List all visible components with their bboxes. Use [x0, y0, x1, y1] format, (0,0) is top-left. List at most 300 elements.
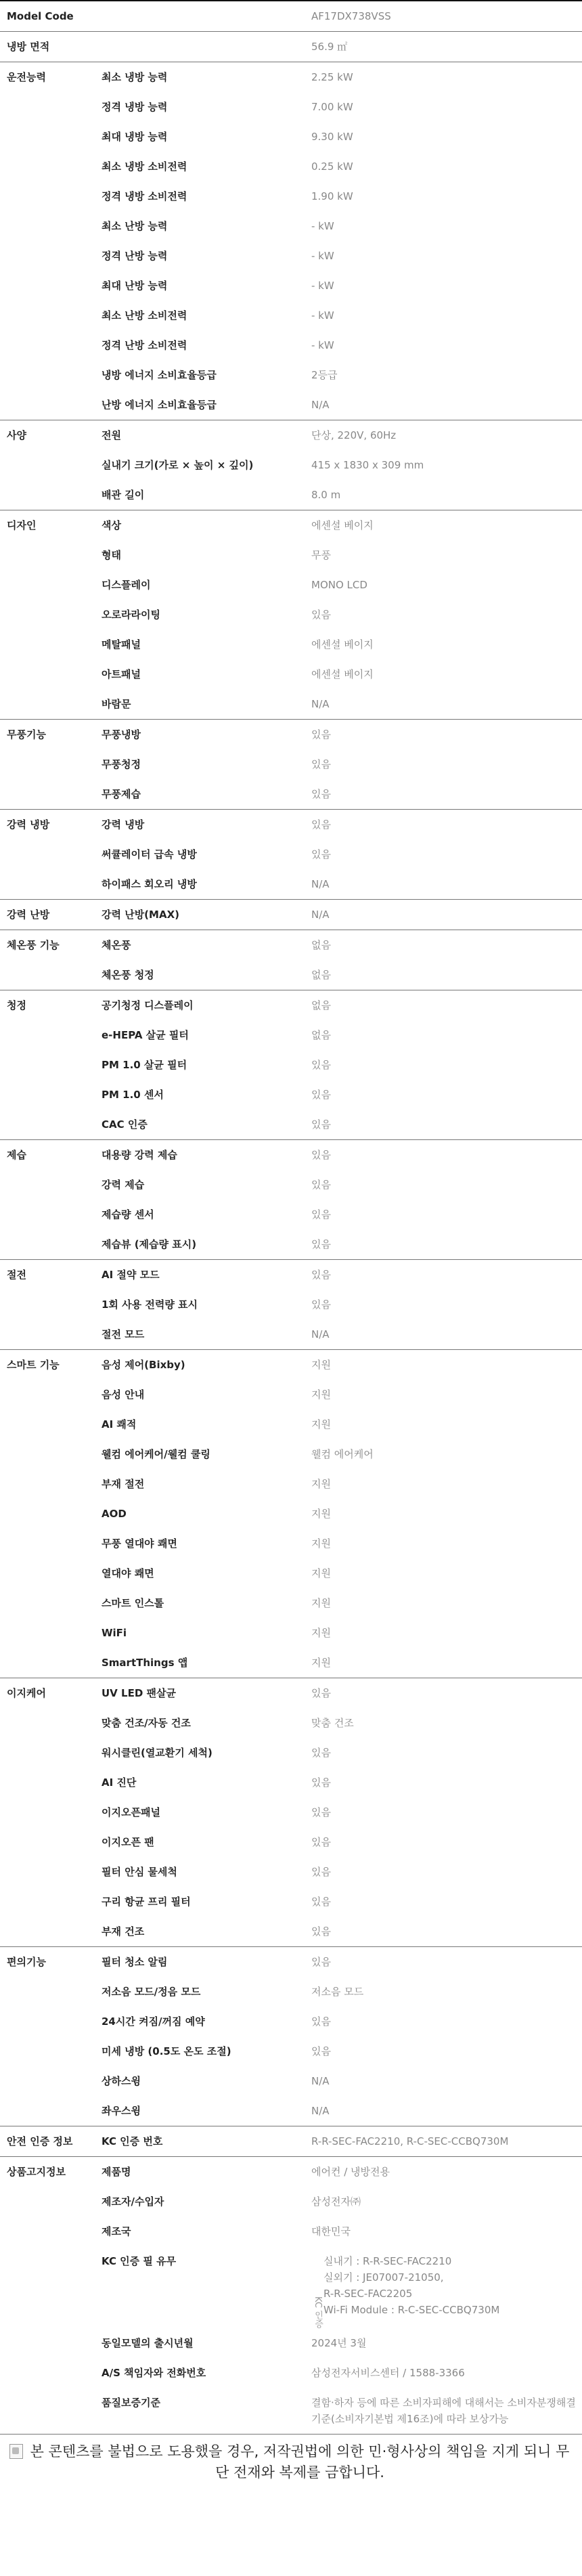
spec-category: [0, 1439, 95, 1469]
spec-value: AF17DX738VSS: [305, 1, 582, 32]
spec-label: SmartThings 앱: [102, 1657, 188, 1669]
spec-value: N/A: [311, 2105, 330, 2117]
spec-label: AOD: [102, 1508, 127, 1520]
kc-cert-line: R-R-SEC-FAC2205: [323, 2288, 413, 2300]
spec-row: [0, 2246, 582, 2328]
spec-value: N/A: [311, 399, 330, 411]
spec-row: [0, 2187, 582, 2217]
spec-category: [0, 1229, 95, 1260]
spec-row: [0, 1140, 582, 1171]
spec-label: 체온풍: [95, 930, 305, 961]
spec-row: [0, 62, 582, 93]
spec-category: 이지케어: [0, 1678, 95, 1709]
spec-row: [0, 1080, 582, 1110]
spec-row: [0, 689, 582, 720]
spec-value: 7.00 kW: [311, 101, 353, 113]
spec-value: 에센셜 베이지: [311, 668, 374, 680]
spec-row: [0, 1110, 582, 1140]
spec-category: [0, 2358, 95, 2388]
broken-image-icon: [9, 2444, 23, 2459]
spec-category: [0, 450, 95, 480]
spec-value: 지원: [311, 1567, 331, 1579]
spec-row: [0, 1618, 582, 1648]
spec-value: 1.90 kW: [311, 190, 353, 202]
spec-label: 난방 에너지 소비효율등급: [102, 399, 217, 411]
spec-category: [0, 1917, 95, 1947]
spec-label: CAC 인증: [102, 1118, 148, 1131]
spec-category: [0, 630, 95, 659]
spec-row: [0, 2388, 582, 2435]
spec-category: 냉방 면적: [0, 32, 95, 62]
spec-label: 최소 난방 소비전력: [102, 309, 187, 322]
spec-value: 지원: [311, 1389, 331, 1401]
spec-category: [0, 2036, 95, 2066]
spec-label: 대용량 강력 제습: [95, 1140, 305, 1171]
spec-row: [0, 1260, 582, 1290]
spec-value: 있음: [311, 1089, 331, 1101]
spec-category: [0, 1588, 95, 1618]
spec-category: [0, 2066, 95, 2096]
spec-category: [0, 2246, 95, 2328]
spec-value: 지원: [311, 1418, 331, 1431]
spec-category: [0, 1110, 95, 1140]
spec-row: [0, 600, 582, 630]
kc-mark-label: KC 인증: [313, 2296, 323, 2329]
spec-category: [0, 1887, 95, 1917]
spec-category: [0, 241, 95, 271]
spec-label: 최대 냉방 능력: [102, 131, 168, 143]
spec-label: 무풍냉방: [95, 720, 305, 750]
spec-value: 저소음 모드: [311, 1986, 364, 1998]
spec-row: [0, 1827, 582, 1857]
spec-row: [0, 1439, 582, 1469]
kc-cert-line: 실외기 : JE07007-21050,: [323, 2271, 444, 2284]
spec-label: 써큘레이터 급속 냉방: [102, 848, 197, 860]
copyright-notice-text: 본 콘텐츠를 불법으로 도용했을 경우, 저작권법에 의한 민·형사상의 책임을 지게 되니 무단 전재와 복제를 금합니다.: [30, 2443, 570, 2481]
spec-value: 삼성전자서비스센터 / 1588-3366: [311, 2367, 465, 2380]
spec-label: KC 인증 필 유무: [102, 2255, 177, 2267]
spec-row: [0, 1410, 582, 1439]
spec-label: 색상: [95, 510, 305, 541]
spec-category: 스마트 기능: [0, 1350, 95, 1380]
spec-row: [0, 2007, 582, 2036]
spec-category: [0, 92, 95, 122]
spec-category: [0, 869, 95, 900]
spec-label: 열대야 쾌면: [102, 1567, 154, 1579]
spec-label: 품질보증기준: [95, 2388, 305, 2435]
spec-value: N/A: [311, 2075, 330, 2087]
spec-row: [0, 1678, 582, 1709]
spec-row: [0, 990, 582, 1021]
spec-label: 무풍 열대야 쾌면: [102, 1537, 177, 1550]
spec-value: MONO LCD: [311, 579, 367, 591]
spec-category: [0, 122, 95, 152]
spec-row: [0, 1290, 582, 1319]
spec-category: [0, 330, 95, 360]
spec-row: [0, 1350, 582, 1380]
spec-category: [0, 152, 95, 181]
spec-row: [0, 630, 582, 659]
spec-value: 맞춤 건조: [311, 1717, 354, 1729]
spec-value: 있음: [311, 788, 331, 800]
spec-value: N/A: [311, 1328, 330, 1340]
spec-value: [305, 2246, 582, 2328]
spec-value: 없음: [311, 1029, 331, 1041]
spec-row: [0, 330, 582, 360]
spec-row: [0, 92, 582, 122]
spec-label: 정격 난방 능력: [102, 250, 168, 262]
spec-value: 지원: [311, 1627, 331, 1639]
spec-row: [0, 720, 582, 750]
spec-label: 필터 안심 물세척: [102, 1866, 177, 1878]
spec-row: [0, 1229, 582, 1260]
spec-category: [0, 2007, 95, 2036]
spec-row: [0, 2217, 582, 2246]
spec-category: 체온풍 기능: [0, 930, 95, 961]
spec-row: [0, 480, 582, 510]
spec-category: 무풍기능: [0, 720, 95, 750]
spec-label: [95, 32, 305, 62]
spec-category: [0, 2096, 95, 2126]
spec-category: [0, 960, 95, 990]
spec-value: 대한민국: [311, 2225, 351, 2237]
spec-value: - kW: [311, 220, 334, 232]
spec-category: [0, 1020, 95, 1050]
spec-row: [0, 930, 582, 961]
spec-row: [0, 301, 582, 330]
spec-value: - kW: [311, 280, 334, 292]
spec-value: 단상, 220V, 60Hz: [305, 420, 582, 451]
spec-value: 없음: [311, 969, 331, 981]
spec-row: [0, 1797, 582, 1827]
spec-row: [0, 869, 582, 900]
spec-row: [0, 1499, 582, 1529]
spec-category: 강력 난방: [0, 900, 95, 930]
spec-category: [0, 1708, 95, 1738]
spec-label: 최소 난방 능력: [102, 220, 168, 232]
spec-label: 구리 항균 프리 필터: [102, 1896, 191, 1908]
spec-row: [0, 1380, 582, 1410]
spec-label: 하이패스 회오리 냉방: [102, 878, 197, 890]
spec-label: [95, 1, 305, 32]
spec-label: 최소 냉방 소비전력: [102, 160, 187, 173]
spec-value: N/A: [311, 698, 330, 710]
spec-label: 스마트 인스톨: [102, 1597, 164, 1609]
spec-value: 결함·하자 등에 따른 소비자피해에 대해서는 소비자분쟁해결기준(소비자기본법 제16조)에 따라 보상가능: [305, 2388, 582, 2435]
spec-value: 없음: [305, 930, 582, 961]
spec-category: [0, 1469, 95, 1499]
spec-row: [0, 420, 582, 451]
spec-row: [0, 1857, 582, 1887]
spec-value: 2.25 kW: [305, 62, 582, 93]
spec-value: 있음: [305, 1947, 582, 1978]
spec-label: AI 절약 모드: [95, 1260, 305, 1290]
spec-label: UV LED 팬살균: [95, 1678, 305, 1709]
spec-row: [0, 1319, 582, 1350]
spec-row: [0, 810, 582, 840]
spec-category: [0, 659, 95, 689]
spec-value: 있음: [311, 1896, 331, 1908]
spec-category: [0, 1200, 95, 1229]
spec-label: AI 쾌적: [102, 1418, 137, 1431]
spec-category: [0, 301, 95, 330]
spec-category: 강력 냉방: [0, 810, 95, 840]
spec-row: [0, 2066, 582, 2096]
spec-label: e-HEPA 살균 필터: [102, 1029, 189, 1041]
spec-category: 사양: [0, 420, 95, 451]
spec-row: [0, 1558, 582, 1588]
spec-category: 상품고지정보: [0, 2157, 95, 2187]
spec-row: [0, 839, 582, 869]
spec-category: [0, 1529, 95, 1558]
spec-label: 바람문: [102, 698, 131, 710]
spec-label: 정격 냉방 능력: [102, 101, 168, 113]
spec-row: [0, 271, 582, 301]
spec-category: [0, 181, 95, 211]
spec-row: [0, 1170, 582, 1200]
spec-value: 에어컨 / 냉방전용: [305, 2157, 582, 2187]
spec-value: 있음: [311, 848, 331, 860]
spec-value: 웰컴 에어케어: [311, 1448, 374, 1460]
spec-value: 있음: [311, 1238, 331, 1250]
spec-row: [0, 1529, 582, 1558]
spec-label: 실내기 크기(가로 × 높이 × 깊이): [102, 459, 254, 471]
spec-category: [0, 1648, 95, 1678]
spec-row: [0, 1977, 582, 2007]
spec-category: [0, 1170, 95, 1200]
spec-label: 음성 제어(Bixby): [95, 1350, 305, 1380]
spec-label: 무풍제습: [102, 788, 141, 800]
spec-category: [0, 1499, 95, 1529]
spec-label: 부재 절전: [102, 1478, 145, 1490]
spec-label: 전원: [95, 420, 305, 451]
spec-label: 절전 모드: [102, 1328, 145, 1340]
spec-value: 있음: [311, 1179, 331, 1191]
spec-label: 오로라라이팅: [102, 609, 160, 621]
spec-table-body: [0, 1, 582, 2435]
spec-value: 8.0 m: [311, 489, 341, 501]
spec-category: [0, 2187, 95, 2217]
spec-category: [0, 1768, 95, 1797]
spec-category: [0, 1380, 95, 1410]
spec-row: [0, 32, 582, 62]
spec-label: KC 인증 번호: [95, 2126, 305, 2157]
spec-category: [0, 360, 95, 390]
spec-label: 무풍청정: [102, 758, 141, 770]
spec-row: [0, 1768, 582, 1797]
spec-value: 2024년 3월: [311, 2337, 367, 2350]
spec-value: 2등급: [311, 369, 338, 381]
spec-category: 운전능력: [0, 62, 95, 93]
spec-category: [0, 1290, 95, 1319]
spec-row: [0, 749, 582, 779]
spec-label: 제품명: [95, 2157, 305, 2187]
spec-label: AI 진단: [102, 1776, 137, 1789]
spec-category: [0, 1050, 95, 1080]
spec-category: [0, 480, 95, 510]
spec-row: [0, 211, 582, 241]
spec-label: 강력 난방(MAX): [95, 900, 305, 930]
spec-label: 동일모델의 출시년월: [102, 2337, 194, 2350]
spec-row: [0, 1050, 582, 1080]
spec-row: [0, 122, 582, 152]
spec-label: 부재 건조: [102, 1925, 145, 1938]
spec-row: [0, 1887, 582, 1917]
spec-label: WiFi: [102, 1627, 127, 1639]
spec-label: 제습뷰 (제습량 표시): [102, 1238, 197, 1250]
spec-category: [0, 2388, 95, 2435]
spec-row: [0, 390, 582, 420]
spec-category: [0, 1558, 95, 1588]
spec-value: - kW: [311, 309, 334, 322]
spec-category: [0, 570, 95, 600]
spec-row: [0, 1, 582, 32]
spec-row: [0, 510, 582, 541]
spec-value: 있음: [311, 1059, 331, 1071]
spec-value: 지원: [311, 1657, 331, 1669]
spec-label: 아트패널: [102, 668, 141, 680]
kc-cert-line: Wi-Fi Module : R-C-SEC-CCBQ730M: [323, 2304, 500, 2316]
spec-row: [0, 1648, 582, 1678]
spec-value: 있음: [311, 1118, 331, 1131]
spec-category: 절전: [0, 1260, 95, 1290]
spec-label: 디스플레이: [102, 579, 151, 591]
spec-category: [0, 689, 95, 720]
spec-label: 제조국: [102, 2225, 131, 2237]
spec-value: 무풍: [311, 549, 331, 561]
spec-row: [0, 2328, 582, 2358]
spec-value: 지원: [311, 1537, 331, 1550]
spec-category: [0, 839, 95, 869]
spec-category: 제습: [0, 1140, 95, 1171]
spec-label: 1회 사용 전력량 표시: [102, 1298, 198, 1311]
spec-category: [0, 779, 95, 810]
spec-category: [0, 2328, 95, 2358]
spec-row: [0, 2358, 582, 2388]
spec-row: [0, 2096, 582, 2126]
spec-row: [0, 960, 582, 990]
spec-category: [0, 749, 95, 779]
spec-row: [0, 779, 582, 810]
spec-category: 디자인: [0, 510, 95, 541]
spec-label: 상하스윙: [102, 2075, 141, 2087]
spec-label: 24시간 켜짐/꺼짐 예약: [102, 2015, 205, 2028]
spec-label: 냉방 에너지 소비효율등급: [102, 369, 217, 381]
spec-category: [0, 1738, 95, 1768]
spec-label: 제습량 센서: [102, 1208, 154, 1221]
spec-value: 삼성전자㈜: [311, 2196, 361, 2208]
spec-row: [0, 1588, 582, 1618]
spec-value: 지원: [305, 1350, 582, 1380]
spec-value: 415 x 1830 x 309 mm: [311, 459, 424, 471]
copyright-notice: [0, 2435, 582, 2497]
spec-row: [0, 570, 582, 600]
spec-row: [0, 360, 582, 390]
spec-row: [0, 1917, 582, 1947]
spec-value: 지원: [311, 1597, 331, 1609]
spec-category: [0, 211, 95, 241]
spec-label: 체온풍 청정: [102, 969, 154, 981]
spec-category: [0, 1618, 95, 1648]
spec-category: [0, 1080, 95, 1110]
spec-value: 있음: [311, 1776, 331, 1789]
spec-value: 있음: [311, 2045, 331, 2057]
spec-row: [0, 2036, 582, 2066]
spec-value: - kW: [311, 339, 334, 351]
spec-row: [0, 181, 582, 211]
spec-label: 워시클린(열교환기 세척): [102, 1747, 212, 1759]
spec-label: 맞춤 건조/자동 건조: [102, 1717, 191, 1729]
spec-value: 있음: [305, 1260, 582, 1290]
spec-value: 0.25 kW: [311, 160, 353, 173]
spec-category: [0, 600, 95, 630]
spec-label: 필터 청소 알림: [95, 1947, 305, 1978]
spec-row: [0, 659, 582, 689]
spec-category: [0, 1410, 95, 1439]
spec-category: [0, 540, 95, 570]
spec-label: 정격 난방 소비전력: [102, 339, 187, 351]
spec-category: [0, 1319, 95, 1350]
spec-category: 청정: [0, 990, 95, 1021]
spec-value: 있음: [311, 1866, 331, 1878]
spec-value: 있음: [311, 758, 331, 770]
spec-value: 있음: [305, 810, 582, 840]
spec-value: 없음: [305, 990, 582, 1021]
spec-row: [0, 241, 582, 271]
spec-row: [0, 152, 582, 181]
spec-label: 최소 냉방 능력: [95, 62, 305, 93]
spec-label: 웰컴 에어케어/웰컴 쿨링: [102, 1448, 210, 1460]
spec-value: 56.9 ㎡: [305, 32, 582, 62]
spec-row: [0, 1200, 582, 1229]
spec-value: N/A: [311, 878, 330, 890]
spec-value: 있음: [305, 720, 582, 750]
spec-row: [0, 2157, 582, 2187]
spec-category: [0, 1977, 95, 2007]
spec-label: 저소음 모드/정음 모드: [102, 1986, 201, 1998]
spec-row: [0, 1947, 582, 1978]
spec-value: 있음: [311, 1806, 331, 1818]
spec-value: 있음: [311, 1208, 331, 1221]
spec-label: 형태: [102, 549, 121, 561]
spec-label: PM 1.0 살균 필터: [102, 1059, 187, 1071]
spec-label: 강력 제습: [102, 1179, 145, 1191]
spec-category: 편의기능: [0, 1947, 95, 1978]
spec-value: 있음: [305, 1140, 582, 1171]
spec-label: 좌우스윙: [102, 2105, 141, 2117]
spec-value: R-R-SEC-FAC2210, R-C-SEC-CCBQ730M: [305, 2126, 582, 2157]
spec-row: [0, 540, 582, 570]
spec-value: 있음: [305, 1678, 582, 1709]
spec-category: [0, 1857, 95, 1887]
spec-label: 이지오픈패널: [102, 1806, 160, 1818]
spec-category: 안전 인증 정보: [0, 2126, 95, 2157]
spec-category: Model Code: [0, 1, 95, 32]
spec-category: [0, 271, 95, 301]
spec-label: A/S 책임자와 전화번호: [102, 2367, 206, 2380]
kc-cert-lines: [323, 2246, 499, 2318]
spec-row: [0, 1738, 582, 1768]
spec-value: N/A: [305, 900, 582, 930]
spec-value: 9.30 kW: [311, 131, 353, 143]
spec-value: 있음: [311, 1747, 331, 1759]
spec-row: [0, 2126, 582, 2157]
spec-value: 있음: [311, 1836, 331, 1848]
spec-value: 있음: [311, 1298, 331, 1311]
spec-category: [0, 390, 95, 420]
spec-value: 에센셜 베이지: [305, 510, 582, 541]
spec-value: 에센셜 베이지: [311, 638, 374, 651]
